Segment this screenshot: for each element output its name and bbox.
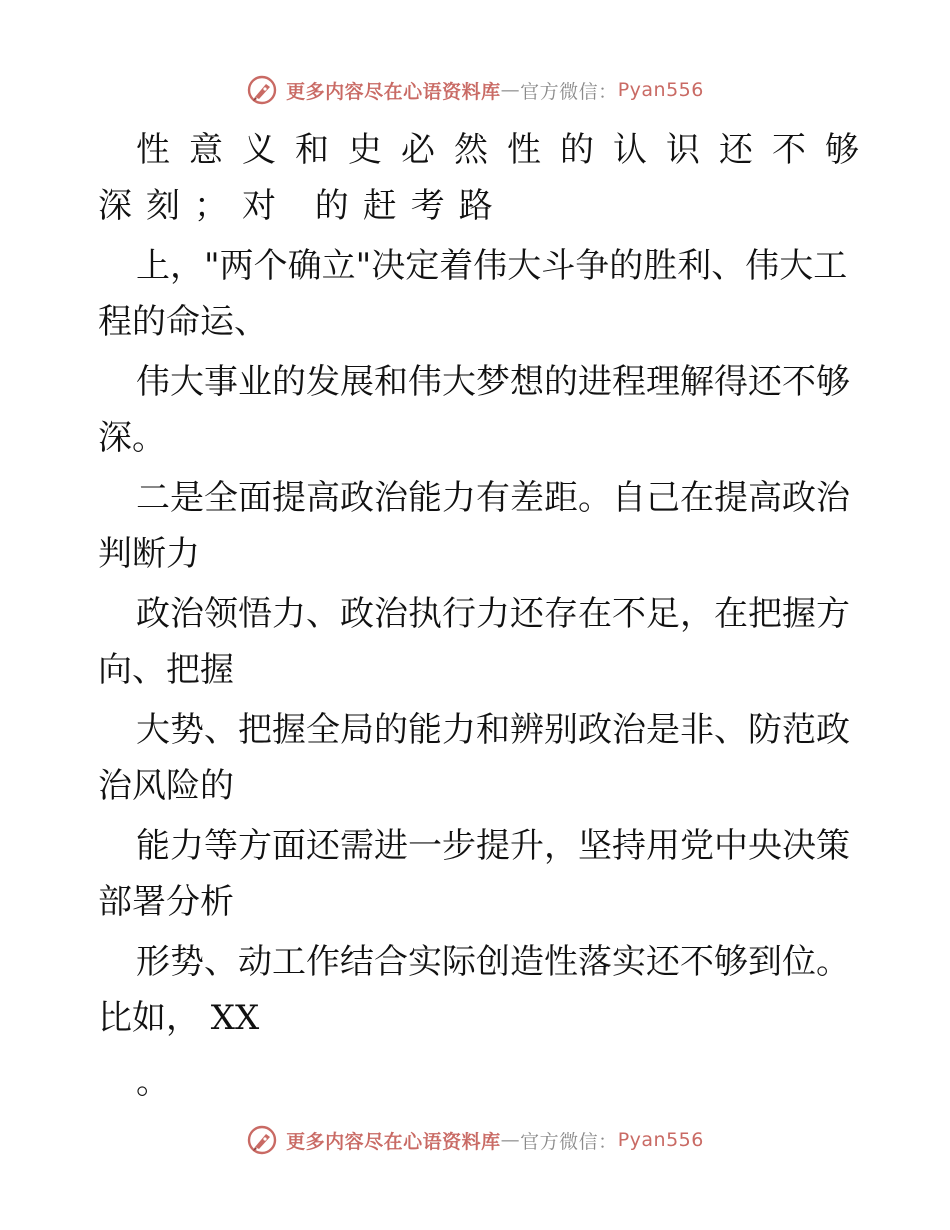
text-line: 程的命运、 xyxy=(98,302,268,342)
header-watermark xyxy=(0,72,950,108)
text-line: 政治领悟力、政治执行力还存在不足，在把握方 xyxy=(136,594,850,634)
watermark-label: 官方微信： xyxy=(520,80,618,103)
watermark-wechat-id: Pyan556 xyxy=(617,79,704,101)
watermark-label: 官方微信： xyxy=(520,1130,618,1153)
pen-nib-icon xyxy=(246,74,278,106)
text-line: 形势、动工作结合实际创造性落实还不够到位。 xyxy=(136,942,850,982)
text-line: 判断力 xyxy=(98,534,200,574)
watermark-dash: — xyxy=(500,1129,521,1151)
text-line: 二是全面提高政治能力有差距。自己在提高政治 xyxy=(136,478,850,518)
text-line: 深刻；对 的赶考路 xyxy=(98,186,507,226)
watermark-wechat-id: Pyan556 xyxy=(617,1129,704,1151)
pen-nib-icon xyxy=(246,1124,278,1156)
text-line: 大势、把握全局的能力和辨别政治是非、防范政 xyxy=(136,710,850,750)
text-line: 治风险的 xyxy=(98,766,234,806)
text-line: 比如， XX xyxy=(98,998,260,1038)
watermark-brand: 更多内容尽在心语资料库 xyxy=(286,1130,501,1153)
watermark-dash: — xyxy=(500,79,521,101)
text-line: 性意义和史必然性的认识还不够 xyxy=(136,130,878,170)
text-line: 伟大事业的发展和伟大梦想的进程理解得还不够 xyxy=(136,362,850,402)
text-line: 部署分析 xyxy=(98,882,234,922)
footer-watermark xyxy=(0,1122,950,1158)
text-line: 。 xyxy=(136,1062,170,1102)
watermark-text xyxy=(286,77,704,104)
text-line: 深。 xyxy=(98,418,166,458)
text-line: 向、把握 xyxy=(98,650,234,690)
watermark-brand: 更多内容尽在心语资料库 xyxy=(286,80,501,103)
watermark-text xyxy=(286,1127,704,1154)
text-line: 能力等方面还需进一步提升，坚持用党中央决策 xyxy=(136,826,850,866)
text-line: 上，"两个确立"决定着伟大斗争的胜利、伟大工 xyxy=(136,246,848,286)
